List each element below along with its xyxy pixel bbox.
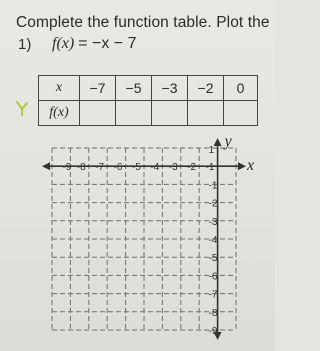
x-axis-arrow-right-icon — [238, 162, 246, 170]
function-name: f(x) — [52, 35, 75, 52]
problem-number: 1) — [18, 36, 32, 53]
y-axis-arrow-up-icon — [214, 138, 222, 146]
table-cell-x: −7 — [80, 76, 116, 101]
x-tick-label: -9 — [62, 162, 72, 174]
table-cell-x: −2 — [188, 76, 224, 101]
table-header-fx: f(x) — [39, 101, 80, 126]
y-tick-label: -5 — [208, 253, 218, 265]
y-tick-label: -8 — [208, 307, 218, 319]
y-tick-label: -3 — [208, 216, 218, 228]
y-tick-label: -9 — [208, 326, 218, 337]
x-tick-label: -6 — [113, 162, 123, 174]
function-rule: = −x − 7 — [78, 35, 137, 52]
y-tick-label: -1 — [208, 180, 218, 192]
x-tick-label: -1 — [205, 162, 215, 174]
x-tick-label: -8 — [76, 162, 86, 174]
x-tick-label: -7 — [95, 162, 105, 174]
y-tick-label: -6 — [208, 271, 218, 283]
x-tick-label: -2 — [187, 162, 197, 174]
table-cell-x: 0 — [224, 76, 258, 101]
x-tick-label: -4 — [150, 162, 160, 174]
table-cell-x: −3 — [152, 76, 188, 101]
table-header-x: x — [39, 76, 80, 101]
x-tick-label: -3 — [168, 162, 178, 174]
y-tick-label: -4 — [208, 235, 218, 246]
y-tick-label: -2 — [208, 198, 218, 210]
y-tick-label: 1 — [208, 145, 215, 156]
x-tick-label: -5 — [132, 162, 141, 174]
x-axis-label: x — [247, 157, 255, 175]
y-axis-label: y — [224, 133, 232, 150]
instruction-text: Complete the function table. Plot the — [16, 14, 270, 31]
x-axis-arrow-left-icon — [42, 162, 50, 170]
table-cell-x: −5 — [116, 76, 152, 101]
y-tick-label: -7 — [208, 289, 218, 301]
